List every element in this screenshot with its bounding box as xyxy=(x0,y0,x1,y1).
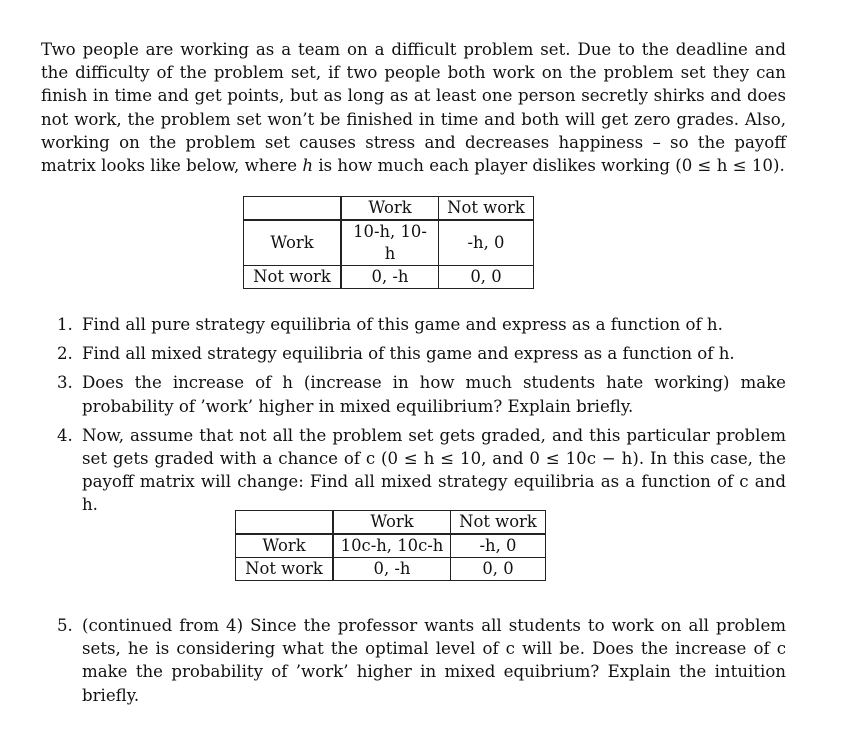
payoff-cell: 0, 0 xyxy=(451,558,546,581)
question-item xyxy=(0,614,854,707)
col-header-work: Work xyxy=(333,511,451,535)
question-number: 4. xyxy=(57,425,73,445)
question-number: 3. xyxy=(57,373,73,393)
question-item xyxy=(0,371,854,417)
question-item xyxy=(0,342,854,365)
payoff-cell: -h, 0 xyxy=(439,220,534,266)
row-header-work: Work xyxy=(236,534,334,558)
question-text: Find all mixed strategy equilibria of this game and express as a function of h. xyxy=(82,344,735,364)
question-item xyxy=(0,313,854,336)
h-variable: h xyxy=(302,156,314,176)
question-number: 5. xyxy=(57,616,73,635)
payoff-matrix-2 xyxy=(235,510,546,581)
payoff-cell: 0, -h xyxy=(341,266,439,289)
payoff-matrix-1 xyxy=(243,196,534,289)
col-header-not-work: Not work xyxy=(439,197,534,221)
h-range: (0 ≤ h ≤ 10). xyxy=(675,156,785,176)
question-text: Now, assume that not all the problem set gets graded, and this particular problem set gets graded with a chance of c (0 ≤ h ≤ 10, and 0 ≤ 10c − h). In this case, the payoff matrix will change: Find all mixed strategy equilibria as a function of c and h. xyxy=(82,425,786,515)
payoff-cell: 10-h, 10-h xyxy=(341,220,439,266)
question-list xyxy=(0,313,854,523)
payoff-cell: 0, 0 xyxy=(439,266,534,289)
question-text: Find all pure strategy equilibria of this game and express as a function of h. xyxy=(82,315,723,334)
corner-cell xyxy=(236,511,334,535)
row-header-not-work: Not work xyxy=(244,266,342,289)
intro-text-cont: is how much each player dislikes working xyxy=(318,156,670,176)
row-header-work: Work xyxy=(244,220,342,266)
intro-paragraph xyxy=(41,38,786,177)
question-number: 2. xyxy=(57,344,73,364)
question-text: Does the increase of h (increase in how much students hate working) make probability of ’work’ higher in mixed equilibrium? Explain briefly. xyxy=(82,373,786,416)
question-text: (continued from 4) Since the professor wants all students to work on all problem sets, he is considering what the optimal level of c will be. Does the increase of c make the probability of ’work’ higher in mixed equibrium? Explain the intuition briefly. xyxy=(82,616,786,705)
payoff-cell: 10c-h, 10c-h xyxy=(333,534,451,558)
corner-cell xyxy=(244,197,342,221)
question-number: 1. xyxy=(57,315,73,334)
intro-text: Two people are working as a team on a difficult problem set. Due to the deadline and the difficulty of the problem set, if two people both work on the problem set they can finish in time and get points, but as long as at least one person secretly shirks and does not work, the problem set won’t be finished in time and both will get zero grades. Also, working on the problem set causes stress and decreases happiness – so the payoff matrix looks like below, where xyxy=(41,40,786,176)
payoff-cell: 0, -h xyxy=(333,558,451,581)
question-item xyxy=(0,424,854,517)
payoff-cell: -h, 0 xyxy=(451,534,546,558)
col-header-not-work: Not work xyxy=(451,511,546,535)
question-list-continued xyxy=(0,614,854,707)
col-header-work: Work xyxy=(341,197,439,221)
row-header-not-work: Not work xyxy=(236,558,334,581)
